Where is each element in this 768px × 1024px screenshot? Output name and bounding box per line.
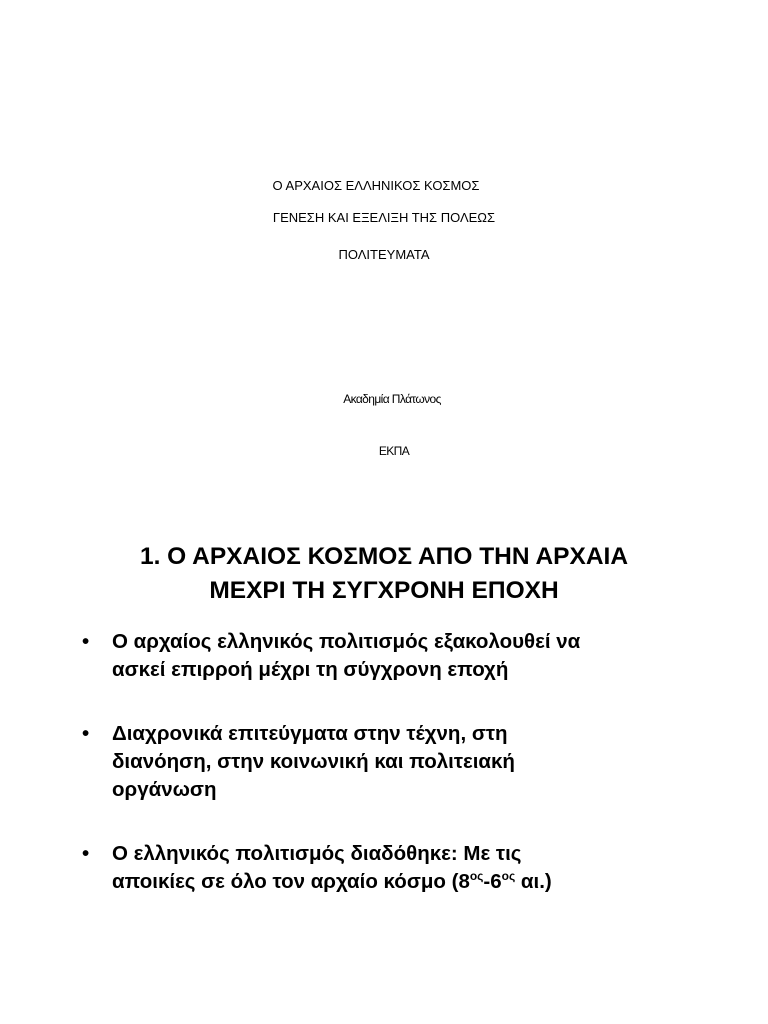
bullet-item-3: [82, 840, 722, 896]
bullet-3-line-1: Ο ελληνικός πολιτισμός διαδόθηκε: Με τις: [112, 842, 522, 865]
cover-title-line-2: ΓΕΝΕΣΗ ΚΑΙ ΕΞΕΛΙΞΗ ΤΗΣ ΠΟΛΕΩΣ: [272, 210, 496, 225]
bullet-icon: •: [82, 630, 90, 653]
section-heading: [0, 540, 768, 608]
bullet-item-2: [82, 720, 722, 804]
bullet-3-line-2-text-b: -6: [483, 870, 502, 893]
institution-name: Ακαδημία Πλάτωνος: [343, 392, 441, 406]
section-heading-line-1: 1. Ο ΑΡΧΑΙΟΣ ΚΟΣΜΟΣ ΑΠΟ ΤΗΝ ΑΡΧΑΙΑ: [139, 543, 629, 570]
cover-title-line-1: Ο ΑΡΧΑΙΟΣ ΕΛΛΗΝΙΚΟΣ ΚΟΣΜΟΣ: [272, 178, 480, 193]
section-heading-line-2: ΜΕΧΡΙ ΤΗ ΣΥΓΧΡΟΝΗ ΕΠΟΧΗ: [209, 577, 559, 604]
bullet-2-line-3: οργάνωση: [112, 778, 217, 801]
bullet-2-line-1: Διαχρονικά επιτεύγματα στην τέχνη, στη: [112, 722, 508, 745]
cover-title-line-3: ΠΟΛΙΤΕΥΜΑΤΑ: [338, 247, 430, 262]
ordinal-suffix-2: ος: [501, 869, 516, 884]
bullet-1-line-2: ασκεί επιρροή μέχρι τη σύγχρονη εποχή: [112, 658, 509, 681]
bullet-1-line-1: Ο αρχαίος ελληνικός πολιτισμός εξακολουθεί να: [112, 630, 581, 653]
bullet-3-line-2-text-a: αποικίες σε όλο τον αρχαίο κόσμο (8: [112, 870, 470, 893]
bullet-icon: •: [82, 722, 90, 745]
bullet-2-line-2: διανόηση, στην κοινωνική και πολιτειακή: [112, 750, 515, 773]
ordinal-suffix-1: ος: [469, 869, 484, 884]
bullet-list: [82, 628, 722, 932]
bullet-icon: •: [82, 842, 90, 865]
bullet-3-line-2-text-c: αι.): [515, 870, 552, 893]
university-name: ΕΚΠΑ: [378, 444, 410, 458]
bullet-3-line-2: [112, 868, 722, 896]
bullet-item-1: [82, 628, 722, 684]
